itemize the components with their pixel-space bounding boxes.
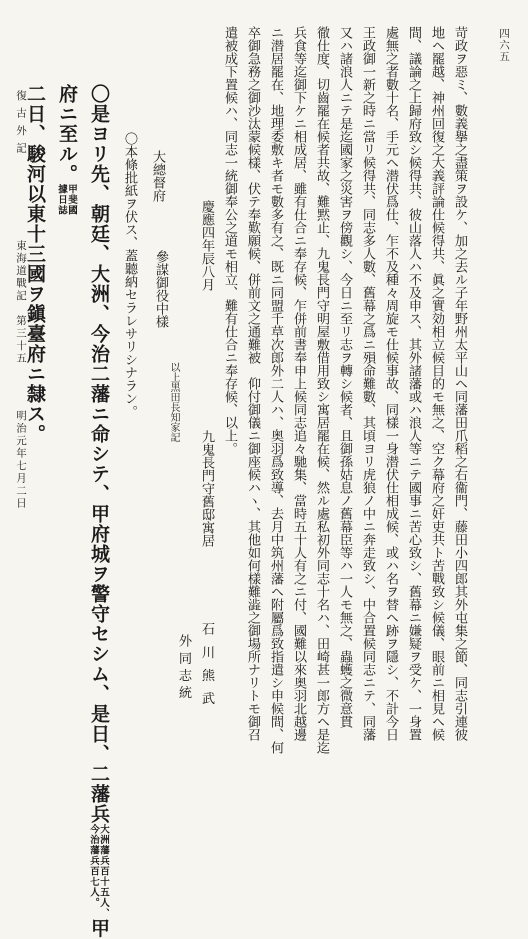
signature-name: 石川熊武 (199, 622, 214, 715)
running-date: 明治元年七月二日 (15, 410, 27, 510)
text-line-8: 兵食等迄御下ケニ相成居、雖有仕合ニ奉存候、乍併前書奉申上候同志追々馳集、當時五十人有之ニ付、國難以來奥羽北越邊 (291, 26, 306, 741)
signature-residence: 九鬼長門守舊邸寓居 (199, 430, 214, 547)
text-line-7: 徹仕度、切齒罷在候者共故、難黙止、九鬼長門守明屋敷借用致シ寓居罷在候、然ル處私初外同志十名ハ、田崎甚一郎方ヘ是迄 (314, 26, 329, 754)
chronicle-entry-line-1 (88, 84, 110, 939)
text-line-3: 間、議論之上歸府致シ候得共、彼山落人ハ不及申ス、其外諸藩或ハ浪人等ニテ國事ニ苦心致シ、舊幕ニ嫌疑ヲ受ケ、一身置 (406, 26, 421, 741)
text-line-9: ニ潜居罷在、地理委敷キ者モ數多有之、既ニ同盟千草次郎外二人ハ、奥羽爲致導、去月中筑州藩ヘ附屬爲致指遣シ申候間、何 (268, 26, 283, 754)
approval-note: 〇本條批紙ヲ伏ス、蓋聽納セラレサリシナラン。 (122, 132, 137, 418)
government-office: 大總督府 (150, 150, 165, 202)
chronicle-entry-line-2 (56, 84, 76, 384)
chronicle-entry-text: 〇是ヨリ先、朝廷、大洲、今治二藩ニ命シテ、甲府城ヲ警守セシム、是日、二藩兵 (88, 84, 110, 824)
text-line-4: 處無之者數十名、手元ヘ潜伏爲仕、乍不及種々周旋モ仕候事故、同樣一身潜伏仕相成候、或ハ名ヲ替ヘ跡ヲ隱シ、不計今日 (383, 26, 398, 741)
text-line-1: 苛政ヲ惡ミ、數義擧之盡策ヲ設ケ、加之去ル子年野州太平山ヘ同藩田爪稻之右衞門、藤田小四郎其外屯集之節、同志引連彼 (452, 26, 467, 741)
inline-note (88, 824, 108, 919)
source-note-left: 據日誌 (56, 184, 67, 216)
chronicle-entry-continuation: 甲 (88, 918, 110, 939)
text-line-2: 地ヘ罷越、神州回復之大義評論仕候得共、眞之實効相立候目的モ無之、空ク幕府之奸吏共ト苦戰致シ候儀、眼前ニ相見ヘ候 (429, 26, 444, 741)
signature-companions: 外同志統 (176, 634, 191, 703)
source-note (56, 184, 76, 216)
inline-note-left: 今治藩兵百七人。 (88, 824, 99, 908)
addressee-note: 以上黑田長知家記 (168, 362, 179, 442)
inline-note-right: 大洲藩兵百十五人、 (98, 824, 109, 919)
chronicle-entry-line-3: 二日、駿河以東十三國ヲ鎭臺府ニ隸ス。 (24, 84, 46, 444)
page-number: 四六五 (498, 28, 510, 63)
book-title: 復古外記 (15, 90, 27, 160)
text-line-5: 王政御一新之時ニ當リ候得共、同志多人數、舊幕之爲ニ殞命難數、其頃ヨリ虎狼ノ中ニ奔走致シ、中合置候同志ニテ、同藩 (360, 26, 375, 741)
chronicle-entry-text-2: 府ニ至ル。 (56, 84, 78, 184)
addressee: 參謀御役中樣 (153, 250, 168, 328)
text-line-11: 遣被成下置候ハ、同志一統御奉公之道モ相立、難有仕合ニ奉存候、以上。 (222, 26, 237, 455)
date-line: 慶應四年辰八月 (199, 200, 214, 291)
text-line-10: 卒御急務之御沙汰蒙候樣、伏テ奉歎願候、併前文之通難被 仰付御儀ニ御座候ハヽ、其他如何樣難澁之御場所ナリトモ御召 (245, 26, 260, 741)
source-note-right: 甲斐國 (66, 184, 77, 216)
section-title: 東海道戰記 第三十五 (15, 240, 27, 365)
text-line-6: 又ハ諸浪人ニテ是迄國家之災害ヲ傍觀シ、今日ニ至リ志ヲ轉シ候者、且御孫姑息ノ舊幕臣等ハ一人モ無之、蟲蠖之微意貫 (337, 26, 352, 728)
